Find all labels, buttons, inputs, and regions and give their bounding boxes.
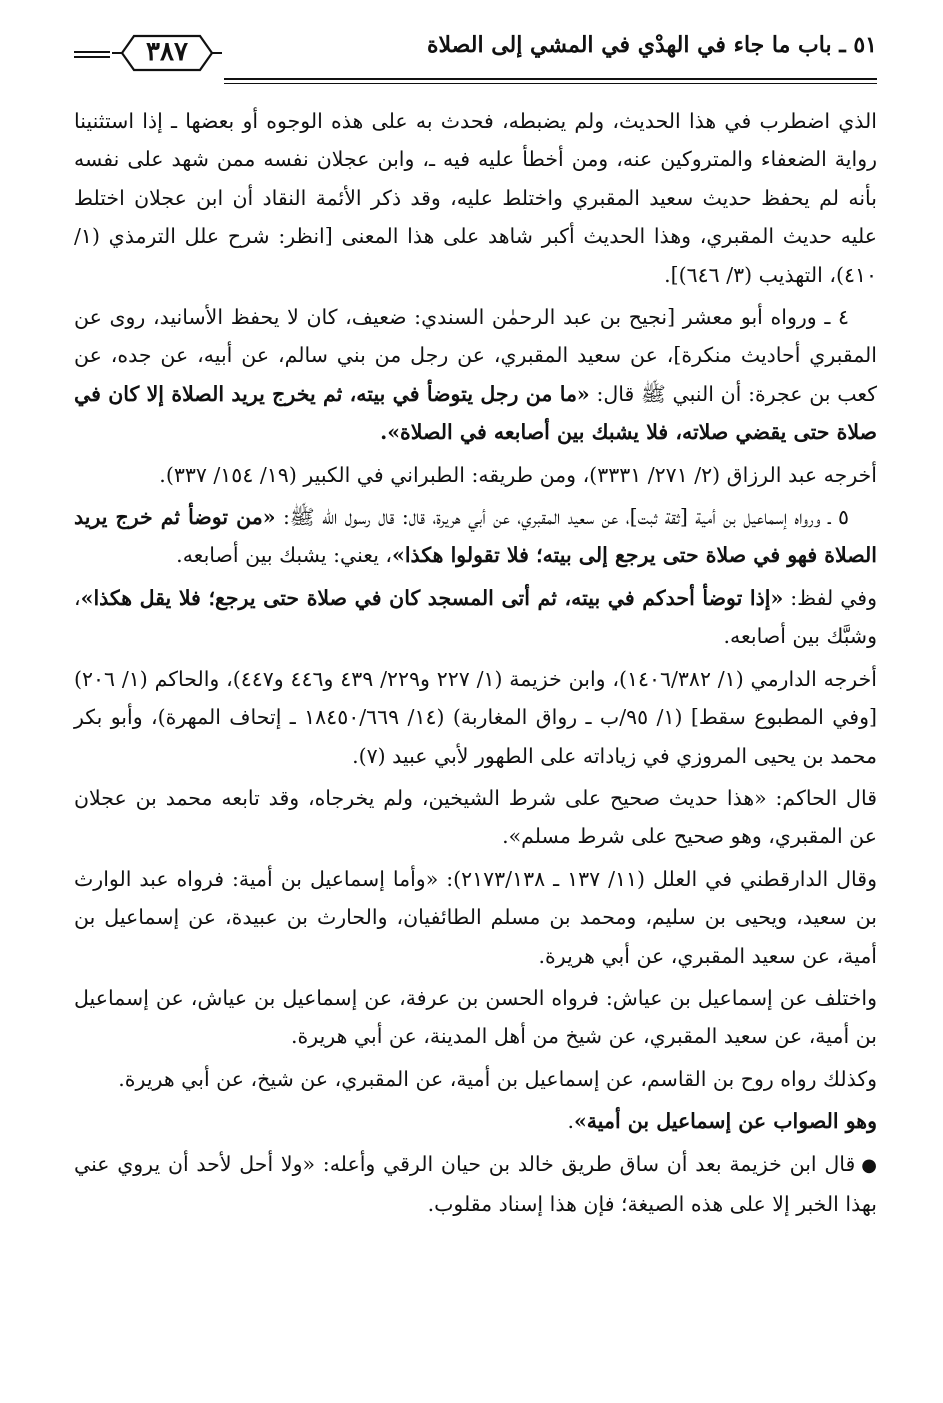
page-number-ornament: [108, 30, 226, 76]
text-segment: قال الحاكم: «هذا حديث صحيح على شرط الشيخين، ولم يخرجاه، وقد تابعه محمد بن عجلان عن المقبري، وهو صحيح على شرط مسلم».: [74, 785, 877, 849]
text-segment: قال ابن خزيمة بعد أن ساق طريق خالد بن حيان الرقي وأعله: «ولا أحل لأحد أن يروي عني بهذا الخبر إلا على هذه الصيغة؛ فإن هذا إسناد مقلوب.: [74, 1151, 877, 1216]
text-segment: أخرجه الدارمي (١/ ١٤٠٦/٣٨٢)، وابن خزيمة (١/ ٢٢٧ و٢٢٩/ ٤٣٩ و٤٤٦ و٤٤٧)، والحاكم (١/ ٢٠٦) [وفي المطبوع سقط] (١/ ٩٥/ب ـ رواق المغاربة) (١٤/ ١٨٤٥٠/٦٦٩ ـ إتحاف المهرة)، وأبو بكر محمد بن يحيى المروزي في زياداته على الطهور لأبي عبيد (٧).: [74, 666, 877, 768]
paragraph: [74, 860, 877, 975]
paragraph: [74, 498, 877, 575]
bullet-icon: ●: [861, 1154, 877, 1176]
paragraph: [74, 979, 877, 1056]
hadith-text: وهو الصواب عن إسماعيل بن أمية»: [573, 1109, 877, 1134]
hadith-text: «إذا توضأ أحدكم في بيته، ثم أتى المسجد كان في صلاة حتى يرجع؛ فلا يقل هكذا»: [80, 585, 784, 610]
text-segment: واختلف عن إسماعيل بن عياش: فرواه الحسن بن عرفة، عن إسماعيل بن عياش، عن إسماعيل بن أمية، عن سعيد المقبري، عن شيخ من أهل المدينة، عن أبي هريرة.: [74, 985, 877, 1049]
body-text: [74, 102, 877, 1227]
text-segment: ، يعني: يشبك بين أصابعه.: [176, 543, 393, 568]
text-segment: وفي لفظ:: [783, 585, 877, 610]
text-segment: أخرجه عبد الرزاق (٢/ ٢٧١/ ٣٣٣١)، ومن طريقه: الطبراني في الكبير (١٩/ ١٥٤/ ٣٣٧).: [159, 462, 877, 487]
paragraph: [74, 579, 877, 656]
paragraph: [74, 456, 877, 494]
hadith-text: «ما من رجل يتوضأ في بيته، ثم يخرج يريد الصلاة إلا كان في صلاة حتى يقضي صلاته، فلا يشبك بين أصابعه في الصلاة».: [74, 381, 877, 445]
page-header: [74, 26, 877, 90]
text-segment: .: [567, 1109, 574, 1134]
paragraph: [74, 1145, 877, 1224]
text-segment: الذي اضطرب في هذا الحديث، ولم يضبطه، فحدث به على هذه الوجوه أو بعضها ـ إذا استثنينا رواية الضعفاء والمتروكين عنه، ومن أخطأ عليه فيه ـ، وابن عجلان نفسه ممن شهد على نفسه بأنه لم يحفظ حديث سعيد المقبري واختلط عليه، وقد ذكر الأئمة النقاد أن ابن عجلان اختلط عليه حديث المقبري، وهذا الحديث أكبر شاهد على هذا المعنى [انظر: شرح علل الترمذي (١/ ٤١٠)، التهذيب (٣/ ٦٤٦)].: [74, 109, 877, 287]
header-rule-left: [74, 51, 110, 61]
paragraph: [74, 779, 877, 856]
paragraph: [74, 660, 877, 775]
hadith-text: «من توضأ ثم خرج يريد الصلاة فهو في صلاة حتى يرجع إلى بيته؛ فلا تقولوا هكذا»: [74, 505, 877, 568]
text-segment: وقال الدارقطني في العلل (١١/ ١٣٧ ـ ٢١٧٣/١٣٨): «وأما إسماعيل بن أمية: فرواه عبد الوارث بن سعيد، ويحيى بن سليم، ومحمد بن مسلم الطائفيان، والحارث بن عبيدة، عن إسماعيل بن أمية، عن سعيد المقبري، عن أبي هريرة.: [74, 866, 877, 968]
paragraph: [74, 298, 877, 452]
page-number: ٣٨٧: [146, 37, 188, 67]
paragraph: [74, 102, 877, 294]
running-head: ٥١ ـ باب ما جاء في الهدْي في المشي إلى الصلاة: [427, 32, 877, 58]
text-segment: ، وشبَّك بين أصابعه.: [74, 585, 877, 649]
text-segment: ٤ ـ ورواه أبو معشر [نجيح بن عبد الرحمٰن السندي: ضعيف، كان لا يحفظ الأسانيد، روى عن المقبري أحاديث منكرة]، عن سعيد المقبري، عن رجل من بني سالم، عن أبيه، عن جده، عن كعب بن عجرة: أن النبي ﷺ قال:: [74, 305, 877, 406]
text-segment: وكذلك رواه روح بن القاسم، عن إسماعيل بن أمية، عن المقبري، عن شيخ، عن أبي هريرة.: [118, 1066, 877, 1091]
header-rule-right: [224, 78, 877, 87]
paragraph: [74, 1102, 877, 1140]
paragraph: [74, 1060, 877, 1098]
text-segment: ٥ ـ ورواه إسماعيل بن أمية [ثقة ثبت]، عن سعيد المقبري، عن أبي هريرة، قال: قال رسول الله ﷺ:: [275, 505, 849, 530]
